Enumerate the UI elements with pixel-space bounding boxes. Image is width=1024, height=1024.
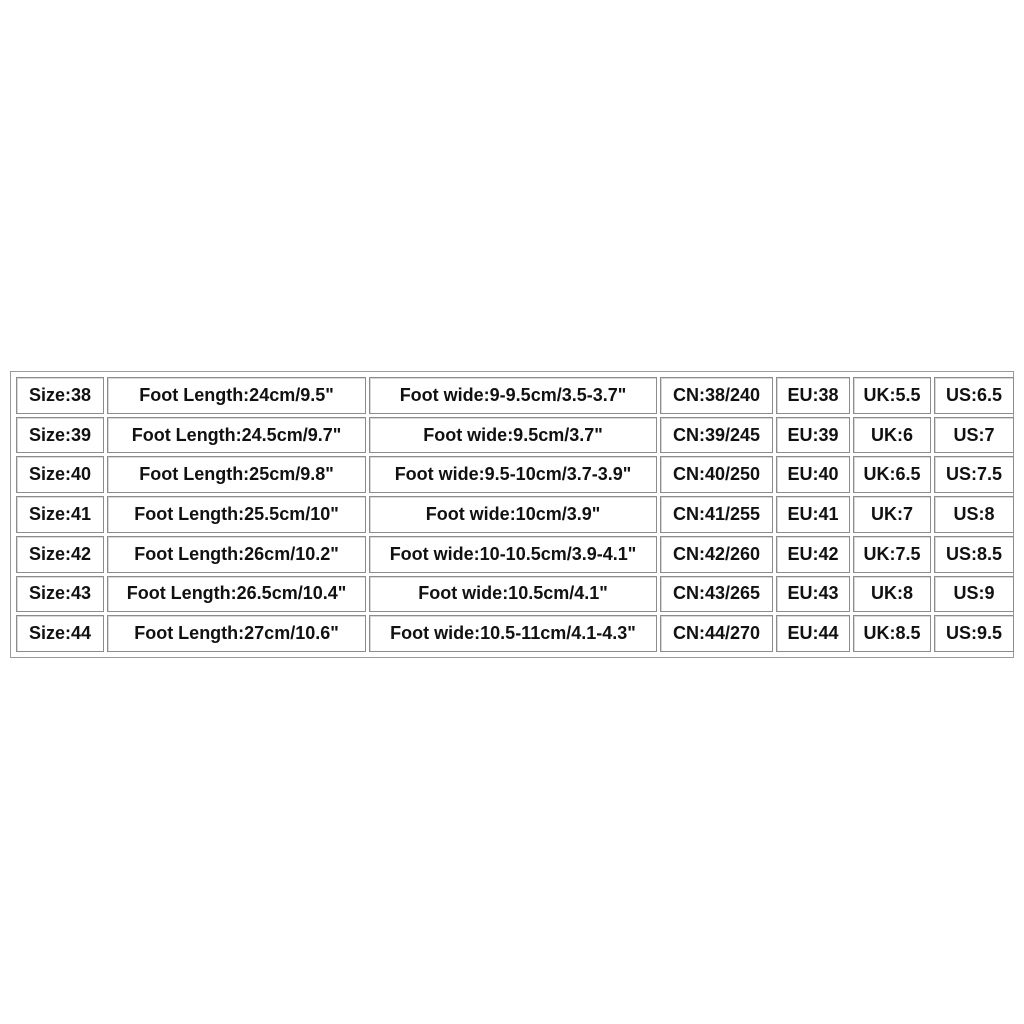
size-chart-table xyxy=(13,374,1017,655)
foot-width-cell: Foot wide:10.5cm/4.1" xyxy=(369,576,657,613)
foot-width-cell: Foot wide:9.5-10cm/3.7-3.9" xyxy=(369,456,657,493)
foot-length-cell: Foot Length:24cm/9.5" xyxy=(107,377,366,414)
foot-width-cell: Foot wide:10.5-11cm/4.1-4.3" xyxy=(369,615,657,652)
foot-length-cell: Foot Length:24.5cm/9.7" xyxy=(107,417,366,454)
uk-size-cell: UK:5.5 xyxy=(853,377,931,414)
us-size-cell: US:9.5 xyxy=(934,615,1014,652)
uk-size-cell: UK:7 xyxy=(853,496,931,533)
eu-size-cell: EU:38 xyxy=(776,377,850,414)
uk-size-cell: UK:8 xyxy=(853,576,931,613)
table-row xyxy=(16,377,1014,414)
eu-size-cell: EU:40 xyxy=(776,456,850,493)
eu-size-cell: EU:42 xyxy=(776,536,850,573)
us-size-cell: US:6.5 xyxy=(934,377,1014,414)
us-size-cell: US:8 xyxy=(934,496,1014,533)
eu-size-cell: EU:39 xyxy=(776,417,850,454)
foot-length-cell: Foot Length:25cm/9.8" xyxy=(107,456,366,493)
foot-length-cell: Foot Length:25.5cm/10" xyxy=(107,496,366,533)
size-cell: Size:43 xyxy=(16,576,104,613)
foot-width-cell: Foot wide:9.5cm/3.7" xyxy=(369,417,657,454)
size-cell: Size:44 xyxy=(16,615,104,652)
table-row xyxy=(16,615,1014,652)
size-cell: Size:41 xyxy=(16,496,104,533)
us-size-cell: US:8.5 xyxy=(934,536,1014,573)
foot-width-cell: Foot wide:10cm/3.9" xyxy=(369,496,657,533)
uk-size-cell: UK:6 xyxy=(853,417,931,454)
us-size-cell: US:9 xyxy=(934,576,1014,613)
size-cell: Size:40 xyxy=(16,456,104,493)
us-size-cell: US:7 xyxy=(934,417,1014,454)
foot-width-cell: Foot wide:10-10.5cm/3.9-4.1" xyxy=(369,536,657,573)
table-row xyxy=(16,417,1014,454)
eu-size-cell: EU:43 xyxy=(776,576,850,613)
cn-size-cell: CN:40/250 xyxy=(660,456,773,493)
eu-size-cell: EU:44 xyxy=(776,615,850,652)
size-cell: Size:39 xyxy=(16,417,104,454)
size-cell: Size:42 xyxy=(16,536,104,573)
uk-size-cell: UK:7.5 xyxy=(853,536,931,573)
foot-length-cell: Foot Length:26.5cm/10.4" xyxy=(107,576,366,613)
us-size-cell: US:7.5 xyxy=(934,456,1014,493)
cn-size-cell: CN:38/240 xyxy=(660,377,773,414)
size-chart-frame xyxy=(10,371,1014,658)
uk-size-cell: UK:6.5 xyxy=(853,456,931,493)
cn-size-cell: CN:44/270 xyxy=(660,615,773,652)
table-row xyxy=(16,456,1014,493)
cn-size-cell: CN:42/260 xyxy=(660,536,773,573)
table-row xyxy=(16,496,1014,533)
cn-size-cell: CN:39/245 xyxy=(660,417,773,454)
foot-width-cell: Foot wide:9-9.5cm/3.5-3.7" xyxy=(369,377,657,414)
foot-length-cell: Foot Length:27cm/10.6" xyxy=(107,615,366,652)
cn-size-cell: CN:43/265 xyxy=(660,576,773,613)
cn-size-cell: CN:41/255 xyxy=(660,496,773,533)
table-row xyxy=(16,536,1014,573)
size-cell: Size:38 xyxy=(16,377,104,414)
eu-size-cell: EU:41 xyxy=(776,496,850,533)
uk-size-cell: UK:8.5 xyxy=(853,615,931,652)
table-row xyxy=(16,576,1014,613)
foot-length-cell: Foot Length:26cm/10.2" xyxy=(107,536,366,573)
